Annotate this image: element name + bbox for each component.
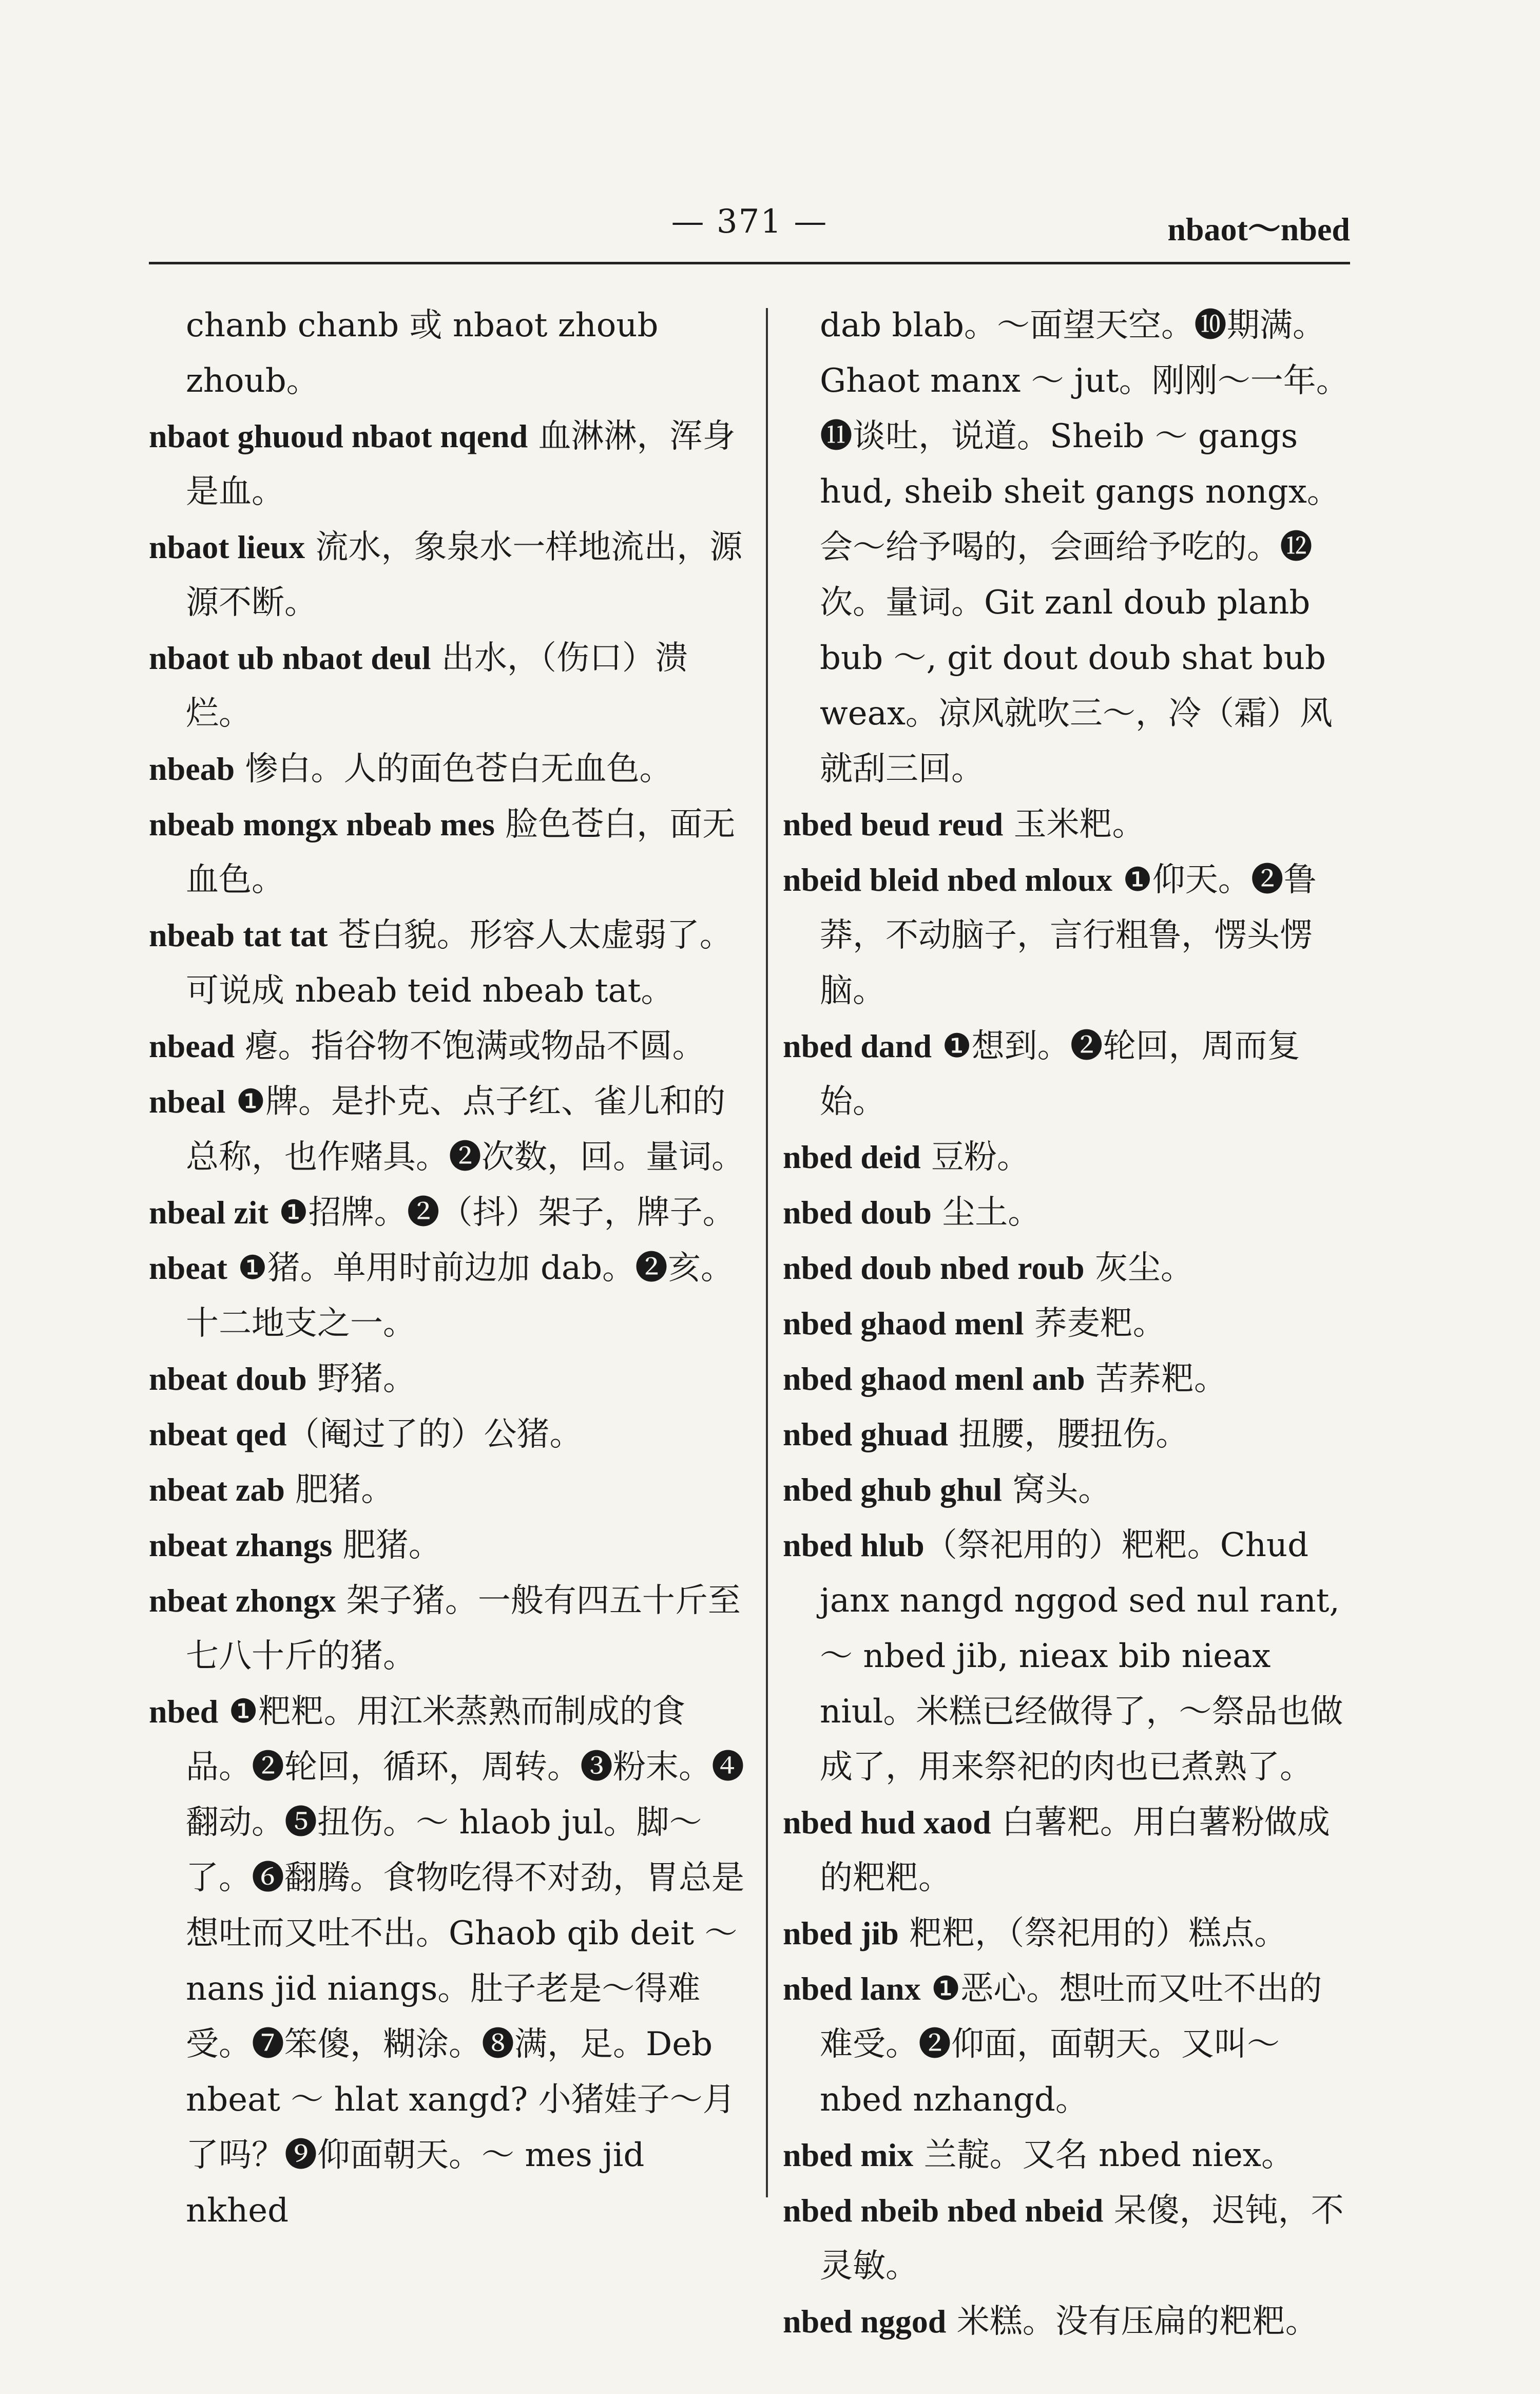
dictionary-entry [783,1795,1353,1906]
entry-definition: ❶想到。❷轮回，周而复始。 [820,1027,1300,1121]
entry-headword: nbeat [149,1250,227,1286]
entry-definition: 架子猪。一般有四五十斤至七八十斤的猪。 [186,1582,741,1675]
dictionary-entry [149,741,749,797]
entry-headword: nbead [149,1028,235,1064]
entry-definition: ❶粑粑。用江米蒸熟而制成的食品。❷轮回，循环，周转。❸粉末。❹翻动。❺扭伤。～ hlaob jul。脚～了。❻翻腾。食物吃得不对劲，胃总是想吐而又吐不出。Ghaob qib deit ～ nans jid niangs。肚子老是～得难受。❼笨傻，糊涂。❽满，足。Deb nbeat ～ hlat xangd? 小猪娃子～月了吗？❾仰面朝天。～ mes jid nkhed [186,1693,744,2230]
running-head: nbaot～nbed [1167,211,1350,247]
entry-definition: ❶恶心。想吐而又吐不出的难受。❷仰面，面朝天。又叫～ nbed nzhangd。 [820,1970,1322,2119]
left-column [149,298,749,2238]
entry-definition: 豆粉。 [920,1138,1030,1176]
header-rule [149,262,1350,264]
entry-headword: nbeab mongx nbeab mes [149,806,495,842]
entry-headword: nbed ghaod menl [783,1305,1024,1342]
dictionary-entry [149,630,749,741]
entry-headword: nbaot ub nbaot deul [149,640,431,676]
entry-headword: nbeid bleid nbed mloux [783,861,1112,898]
dictionary-entry [149,409,749,520]
entry-headword: nbed ghaod menl anb [783,1361,1085,1397]
dictionary-entry [149,908,749,1019]
entry-definition: 出水，（伤口）溃烂。 [186,639,688,733]
dictionary-entry [783,1906,1353,1961]
page-header [149,190,1350,246]
entry-headword: nbed beud reud [783,806,1004,842]
dictionary-entry [783,2128,1353,2183]
entry-headword: nbaot lieux [149,529,305,565]
entry-headword: nbed nggod [783,2303,947,2340]
dictionary-entry [149,1684,749,2238]
page-number: — 371 — [671,203,828,241]
entry-definition: 瘪。指谷物不饱满或物品不圆。 [235,1027,705,1065]
dictionary-entry [149,797,749,908]
entry-definition: ❶招牌。❷（抖）架子，牌子。 [268,1194,736,1232]
entry-headword: nbeat zhangs [149,1527,333,1563]
entry-headword: nbed hlub [783,1527,925,1563]
dictionary-entry [783,1129,1353,1185]
dictionary-entry [149,1074,749,1185]
entry-headword: nbed doub nbed roub [783,1250,1085,1286]
entry-definition: ❶牌。是扑克、点子红、雀儿和的总称，也作赌具。❷次数，回。量词。 [186,1083,744,1176]
entry-definition: 流水，象泉水一样地流出，源源不断。 [186,528,743,622]
entry-definition: 兰靛。又名 nbed niex。 [913,2136,1294,2174]
entry-definition: 苍白貌。形容人太虚弱了。可说成 nbeab teid nbeab tat。 [186,916,733,1010]
entry-definition: 米糕。没有压扁的粑粑。 [946,2303,1318,2341]
entry-headword: nbed deid [783,1139,921,1175]
entry-definition: ❶猪。单用时前边加 dab。❷亥。十二地支之一。 [186,1249,734,1343]
entry-headword: nbed mix [783,2137,914,2173]
dictionary-entry [149,1240,749,1351]
entry-headword: nbed lanx [783,1970,921,2007]
entry-headword: nbed ghuad [783,1416,948,1452]
dictionary-entry [149,298,749,409]
right-column [783,298,1353,2349]
entry-headword: nbed jib [783,1915,899,1951]
dictionary-entry [149,1351,749,1407]
dictionary-entry [783,1961,1353,2128]
dictionary-entry [783,1296,1353,1351]
entry-headword: nbed nbeib nbed nbeid [783,2192,1104,2229]
entry-headword: nbed hud xaod [783,1804,991,1841]
entry-definition: 呆傻，迟钝，不灵敏。 [820,2192,1344,2285]
entry-definition: （祭祀用的）粑粑。Chud janx nangd nggod sed nul rant, ～ nbed jib, nieax bib nieax niul。米糕已经做得了，～祭品也做成了，用来祭祀的肉也已煮熟了。 [820,1526,1343,1786]
dictionary-entry [149,1573,749,1684]
dictionary-entry [783,797,1353,852]
entry-headword: nbed [149,1693,219,1730]
entry-definition: 扭腰，腰扭伤。 [948,1415,1189,1453]
entry-definition: 野猪。 [306,1360,416,1398]
entry-definition: 脸色苍白，面无血色。 [186,806,736,899]
entry-definition: 白薯粑。用白薯粉做成的粑粑。 [820,1804,1330,1897]
entry-headword: nbed ghub ghul [783,1471,1002,1508]
entry-definition: 肥猪。 [284,1471,394,1509]
entry-definition: （阉过了的）公猪。 [286,1415,583,1453]
dictionary-entry [783,1407,1353,1462]
entry-definition: ❶仰天。❷鲁莽，不动脑子，言行粗鲁，愣头愣脑。 [820,861,1317,1010]
entry-headword: nbaot ghuoud nbaot nqend [149,418,528,454]
entry-definition: 惨白。人的面色苍白无血色。 [235,750,672,788]
entry-definition: 血淋淋，浑身是血。 [186,417,736,511]
entry-headword: nbeat doub [149,1361,307,1397]
entry-headword: nbed dand [783,1028,932,1064]
entry-definition: 粑粑，（祭祀用的）糕点。 [898,1914,1287,1952]
entry-headword: nbeal zit [149,1194,268,1231]
entry-definition: 肥猪。 [332,1526,441,1564]
dictionary-entry [783,1019,1353,1129]
dictionary-entry [783,852,1353,1019]
dictionary-entry [783,1240,1353,1296]
entry-headword: nbeab tat tat [149,917,328,953]
entry-definition: 荞麦粑。 [1024,1305,1166,1343]
entry-headword: nbeat zab [149,1471,285,1508]
dictionary-entry [149,1185,749,1240]
dictionary-entry [783,298,1353,797]
dictionary-entry [783,2183,1353,2294]
dictionary-entry [149,1407,749,1462]
entry-definition: 窝头。 [1002,1471,1111,1509]
entry-headword: nbeab [149,751,235,787]
dictionary-entry [783,1185,1353,1240]
entry-headword: nbed doub [783,1194,932,1231]
entry-definition: chanb chanb 或 nbaot zhoub zhoub。 [186,307,659,400]
dictionary-entry [783,2294,1353,2349]
dictionary-entry [783,1518,1353,1795]
dictionary-entry [149,1518,749,1573]
dictionary-entry [149,520,749,630]
entry-headword: nbeat qed [149,1416,287,1452]
dictionary-entry [783,1462,1353,1518]
dictionary-entry [149,1019,749,1074]
dictionary-entry [783,1351,1353,1407]
column-divider [766,308,768,2197]
entry-definition: 苦荞粑。 [1085,1360,1227,1398]
entry-definition: dab blab。～面望天空。❿期满。Ghaot manx ～ jut。刚刚～一年。⓫谈吐，说道。Sheib ～ gangs hud, sheib sheit gangs nongx。会～给予喝的，会画给予吃的。⓬次。量词。Git zanl doub planb bub ～, git dout doub shat bub weax。凉风就吹三～，冷（霜）风就刮三回。 [820,307,1349,788]
entry-definition: 玉米粑。 [1003,806,1145,844]
entry-headword: nbeal [149,1083,226,1120]
entry-definition: 灰尘。 [1084,1249,1194,1287]
entry-definition: 尘土。 [931,1194,1041,1232]
dictionary-entry [149,1462,749,1518]
entry-headword: nbeat zhongx [149,1582,336,1619]
